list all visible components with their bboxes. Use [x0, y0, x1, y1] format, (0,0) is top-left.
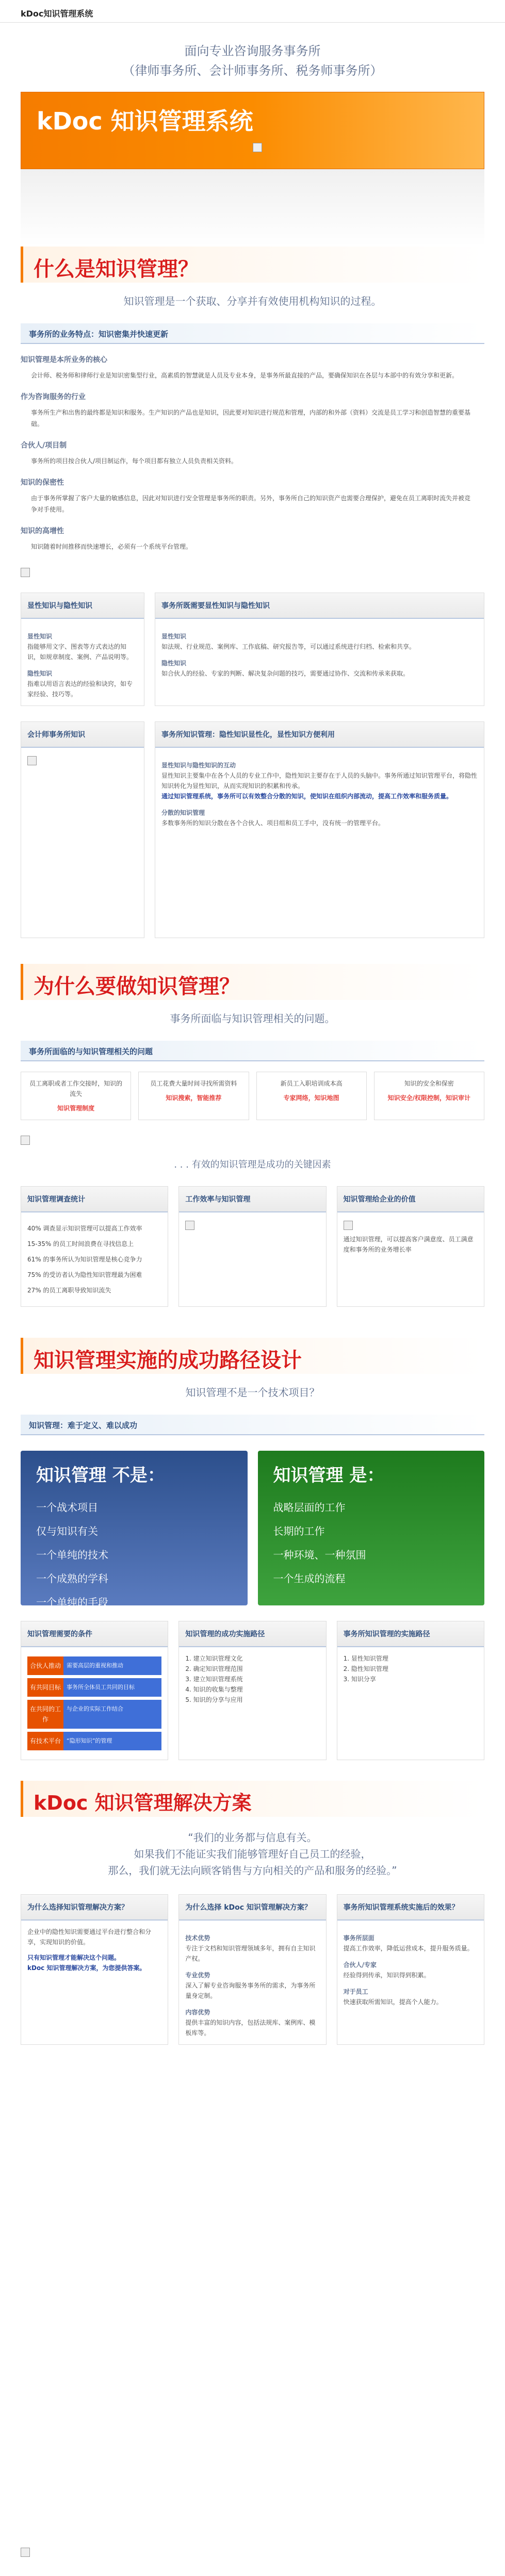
- firm-needs-body: [155, 619, 484, 685]
- explicit-text: 指能够用文字、图表等方式表达的知识，如规章制度、案例、产品说明等。: [27, 643, 133, 661]
- firm-path-item: 2. 隐性知识管理: [343, 1665, 388, 1672]
- efficiency-card: [178, 1186, 326, 1307]
- site-title[interactable]: kDoc知识管理系统: [21, 9, 93, 19]
- condition-desc: 事务所全体员工共同的目标: [63, 1678, 161, 1697]
- km-is-not-item: 一个单纯的手段: [36, 1596, 108, 1609]
- firm-path-item: 3. 知识分享: [343, 1676, 376, 1683]
- key-factor-quote: . . . 有效的知识管理是成功的关键因素: [174, 1159, 331, 1170]
- feature-item-heading: 知识管理是本所业务的核心: [21, 356, 107, 364]
- section-kdoc-solution: [21, 1781, 484, 1817]
- effect-text: 经验得到传承，知识得到积累。: [343, 1972, 430, 1979]
- image-icon: [21, 2548, 30, 2557]
- firm-path-head: 事务所知识管理的实施路径: [337, 1621, 484, 1647]
- section-why-km: [21, 964, 484, 1000]
- success-path-head: 知识管理的成功实施路径: [179, 1621, 325, 1647]
- success-path-item: 1. 建立知识管理文化: [185, 1655, 243, 1662]
- problem-text: 员工花费大量时间寻找所需资料: [150, 1080, 237, 1087]
- explicit-heading: 显性知识: [27, 633, 53, 640]
- tacit-text: 指难以用语言表达的经验和诀窍，如专家经验、技巧等。: [27, 680, 133, 698]
- image-icon: [344, 1221, 353, 1230]
- feature-item-text: 事务所的项目按合伙人/项目制运作，每个项目都有独立人员负责相关资料。: [31, 457, 238, 465]
- km-is-not-item: 一个成熟的学科: [36, 1572, 108, 1585]
- header-line2: （律师事务所、会计师事务所、税务师事务所）: [122, 63, 383, 78]
- why-solution-card: [21, 1894, 168, 2045]
- value-text: 通过知识管理，可以提高客户满意度、员工满意度和事务所的业务增长率: [343, 1236, 474, 1253]
- firm-needs-card: [155, 593, 484, 706]
- km-is-not-item: 一个战术项目: [36, 1501, 98, 1514]
- knowledge-types-body: [21, 619, 144, 705]
- business-feature-bar: 事务所的业务特点：知识密集并快速更新: [21, 323, 484, 344]
- km-tacit-explicit-head: 事务所知识管理：隐性知识显性化，显性知识方便利用: [155, 722, 484, 748]
- problems-row: [21, 1072, 484, 1120]
- section-what-is-km: [21, 247, 484, 283]
- survey-body: [21, 1212, 168, 1306]
- feature-item-text: 知识随着时间推移而快速增长，必须有一个系统平台管理。: [31, 543, 192, 550]
- problem-cell: [21, 1072, 131, 1120]
- value-body: [337, 1212, 484, 1261]
- problem-solution: 专家网络，知识地图: [283, 1094, 339, 1102]
- banner: [21, 92, 484, 169]
- feature-item-heading: 知识的保密性: [21, 479, 64, 487]
- why-kdoc-head: 为什么选择 kDoc 知识管理解决方案？: [179, 1895, 325, 1921]
- effect-heading: 事务所层面: [343, 1934, 374, 1942]
- problem-solution: 知识安全/权限控制，知识审计: [387, 1094, 471, 1102]
- survey-item: 15-35% 的员工时间浪费在寻找信息上: [27, 1240, 134, 1248]
- why-solution-highlight: 只有知识管理才能解决这个问题。: [27, 1954, 121, 1961]
- kdoc-quote-line: “我们的业务都与信息有关。: [188, 1831, 317, 1844]
- accounting-knowledge-card: [21, 721, 144, 938]
- value-head: 知识管理给企业的价值: [337, 1187, 484, 1212]
- why-solution-body: [21, 1921, 168, 1979]
- highlight-text: 通过知识管理系统，事务所可以有效整合分散的知识，使知识在组织内部流动，提高工作效率和服务质量。: [161, 793, 453, 800]
- feature-list: [0, 354, 505, 552]
- km-is-item: 一种环境、一种氛围: [273, 1549, 366, 1561]
- section-success-path-subtitle: 知识管理不是一个技术项目？: [185, 1386, 320, 1399]
- effect-heading: 合伙人/专家: [343, 1961, 377, 1968]
- section-why-km-subtitle: 事务所面临与知识管理相关的问题。: [170, 1012, 335, 1025]
- success-path-body: [179, 1647, 325, 1711]
- conditions-head: 知识管理需要的条件: [21, 1621, 168, 1647]
- effect-heading: 对于员工: [343, 1988, 368, 1995]
- survey-item: 61% 的事务所认为知识管理是核心竞争力: [27, 1256, 142, 1263]
- km-is-item: 一个生成的流程: [273, 1572, 346, 1585]
- firm-needs-head: 事务所既需要显性知识与隐性知识: [155, 593, 484, 619]
- section-success-path-title: 知识管理实施的成功路径设计: [34, 1349, 302, 1372]
- km-is-not-box: [21, 1451, 248, 1609]
- why-kdoc-text: 专注于文档和知识管理领域多年，拥有自主知识产权。: [185, 1945, 316, 1962]
- problem-cell: [138, 1072, 249, 1120]
- problem-cell: [374, 1072, 484, 1120]
- problems-bar: 事务所面临的与知识管理相关的问题: [21, 1041, 484, 1061]
- image-icon: [253, 143, 262, 152]
- knowledge-types-row: [21, 593, 484, 706]
- survey-head: 知识管理调查统计: [21, 1187, 168, 1212]
- is-not-row: [21, 1451, 484, 1609]
- efficiency-head: 工作效率与知识管理: [179, 1187, 325, 1212]
- why-solution-text: 企业中的隐性知识需要通过平台进行整合和分享，实现知识的价值。: [27, 1928, 152, 1946]
- km-is-not-heading: 知识管理 不是：: [36, 1465, 165, 1486]
- km-is-item: 战略层面的工作: [273, 1501, 346, 1514]
- firm-path-body: [337, 1647, 484, 1691]
- kdoc-quote: [0, 1829, 505, 1879]
- survey-card: [21, 1186, 168, 1307]
- survey-item: 27% 的员工离职导致知识流失: [27, 1287, 111, 1294]
- stats-row: [21, 1186, 484, 1307]
- scattered-heading: 分散的知识管理: [161, 809, 205, 816]
- section-what-is-km-title: 什么是知识管理？: [34, 257, 199, 281]
- condition-row: [27, 1656, 161, 1675]
- problem-text: 新员工入职培训成本高: [280, 1080, 343, 1087]
- feature-item-text: 事务所生产和出售的最终都是知识和服务。生产知识的产品也是知识，因此要对知识进行规范和管理，内部的和外部（资料）交流是员工学习和创造智慧的重要基础。: [31, 409, 471, 428]
- km-is-not-item: 仅与知识有关: [36, 1525, 98, 1537]
- condition-label: 有技术平台: [27, 1732, 63, 1750]
- condition-row: [27, 1732, 161, 1750]
- firm-path-card: [337, 1621, 484, 1760]
- km-is-heading: 知识管理 是：: [273, 1465, 385, 1486]
- firm-tacit-heading: 隐性知识: [161, 660, 187, 667]
- effect-head: 事务所知识管理系统实施后的效果？: [337, 1895, 484, 1921]
- success-path-card: [178, 1621, 326, 1760]
- value-card: [337, 1186, 484, 1307]
- condition-desc: 与企业的实际工作结合: [63, 1700, 161, 1729]
- condition-row: [27, 1678, 161, 1697]
- success-path-item: 3. 建立知识管理系统: [185, 1676, 243, 1683]
- condition-label: 在共同的工作: [27, 1700, 63, 1729]
- success-path-item: 2. 确定知识管理范围: [185, 1665, 243, 1672]
- km-tacit-explicit-body: [155, 748, 484, 834]
- why-kdoc-text: 提供丰富的知识内容，包括法规库、案例库、模板库等。: [185, 2019, 316, 2037]
- image-icon: [185, 1221, 194, 1230]
- survey-item: 75% 的受访者认为隐性知识管理最为困难: [27, 1271, 142, 1278]
- effect-body: [337, 1921, 484, 2013]
- why-solution-head: 为什么选择知识管理解决方案？: [21, 1895, 168, 1921]
- effect-text: 快速获取所需知识，提高个人能力。: [343, 1998, 443, 2006]
- effect-card: [337, 1894, 484, 2045]
- firm-tacit-text: 如合伙人的经验、专家的判断、解决复杂问题的技巧，需要通过协作、交流和传承来获取。: [161, 670, 410, 677]
- section-what-is-km-subtitle: 知识管理是一个获取、分享并有效使用机构知识的过程。: [123, 295, 382, 307]
- hard-to-define-bar: 知识管理：难于定义、难以成功: [21, 1415, 484, 1435]
- tacit-heading: 隐性知识: [27, 670, 53, 677]
- why-solution-highlight2: kDoc 知识管理解决方案，为您提供答案。: [27, 1964, 146, 1972]
- interaction-text: 显性知识主要集中在各个人员的专业工作中，隐性知识主要存在于人员的头脑中。事务所通过知识管理平台，将隐性知识转化为显性知识，从而实现知识的积累和传承。: [161, 772, 478, 790]
- km-is-box: [258, 1451, 485, 1605]
- banner-title: kDoc 知识管理系统: [37, 107, 253, 135]
- kdoc-quote-line: 如果我们不能证实我们能够管理好自己员工的经验，: [134, 1848, 371, 1860]
- why-kdoc-heading: 技术优势: [185, 1934, 210, 1942]
- knowledge-types-card: [21, 593, 144, 706]
- problem-text: 知识的安全和保密: [404, 1080, 454, 1087]
- condition-label: 有共同目标: [27, 1678, 63, 1697]
- path-row: [21, 1621, 484, 1760]
- accounting-knowledge-head: 会计师事务所知识: [21, 722, 144, 748]
- condition-desc: “隐形知识”的管理: [63, 1732, 161, 1750]
- problem-text: 员工离职或者工作交接时，知识的流失: [29, 1080, 123, 1097]
- condition-desc: 需要高层的重视和推动: [63, 1656, 161, 1675]
- km-is-item: 长期的工作: [273, 1525, 325, 1537]
- condition-label: 合伙人推动: [27, 1656, 63, 1675]
- feature-item-text: 由于事务所掌握了客户大量的敏感信息，因此对知识进行安全管理是事务所的职责。另外，事务所自己的知识资产也需要合理保护，避免在员工离职时流失并被竞争对手使用。: [31, 495, 471, 513]
- section-kdoc-solution-title: kDoc 知识管理解决方案: [34, 1792, 252, 1814]
- top-bar: [0, 0, 505, 23]
- problem-cell: [256, 1072, 367, 1120]
- firm-explicit-heading: 显性知识: [161, 633, 187, 640]
- image-icon: [21, 1136, 30, 1145]
- problem-solution: 知识搜索，智能推荐: [166, 1094, 222, 1102]
- solution-row: [21, 1894, 484, 2045]
- firm-path-item: 1. 显性知识管理: [343, 1655, 388, 1662]
- feature-item-heading: 知识的高增性: [21, 527, 64, 535]
- why-kdoc-body: [179, 1921, 325, 2044]
- banner-shadow: [21, 169, 484, 247]
- image-icon: [27, 756, 37, 765]
- why-kdoc-heading: 内容优势: [185, 2009, 210, 2016]
- feature-item-heading: 合伙人/项目制: [21, 441, 67, 450]
- condition-row: [27, 1700, 161, 1729]
- why-kdoc-text: 深入了解专业咨询服务事务所的需求，为事务所量身定制。: [185, 1982, 316, 1999]
- firm-explicit-text: 如法规、行业规范、案例库、工作底稿、研究报告等，可以通过系统进行归档、检索和共享。: [161, 643, 416, 650]
- conditions-card: [21, 1621, 168, 1760]
- header-line1: 面向专业咨询服务事务所: [184, 44, 321, 58]
- survey-item: 40% 调查显示知识管理可以提高工作效率: [27, 1225, 142, 1232]
- scattered-text: 多数事务所的知识分散在各个合伙人、项目组和员工手中，没有统一的管理平台。: [161, 819, 385, 827]
- why-kdoc-card: [178, 1894, 326, 2045]
- section-why-km-title: 为什么要做知识管理？: [34, 975, 240, 998]
- success-path-item: 5. 知识的分享与应用: [185, 1696, 243, 1703]
- problem-solution: 知识管理制度: [57, 1105, 95, 1112]
- accounting-knowledge-row: [21, 721, 484, 938]
- feature-item-heading: 作为咨询服务的行业: [21, 393, 86, 401]
- km-tacit-explicit-card: [155, 721, 484, 938]
- knowledge-types-head: 显性知识与隐性知识: [21, 593, 144, 619]
- kdoc-quote-line: 那么，我们就无法向顾客销售与方向相关的产品和服务的经验。”: [108, 1864, 397, 1877]
- interaction-heading: 显性知识与隐性知识的互动: [161, 762, 236, 769]
- km-is-not-item: 一个单纯的技术: [36, 1549, 108, 1561]
- header-subtitle: [0, 41, 505, 80]
- effect-text: 提高工作效率，降低运营成本，提升服务质量。: [343, 1945, 474, 1952]
- image-icon: [21, 568, 30, 577]
- why-kdoc-heading: 专业优势: [185, 1972, 210, 1979]
- success-path-item: 4. 知识的收集与整理: [185, 1686, 243, 1693]
- section-success-path: [21, 1338, 484, 1374]
- feature-item-text: 会计师、税务师和律师行业是知识密集型行业，高素质的智慧就是人员及专业本身，是事务所最直接的产品，要确保知识在各层与本部中的有效分享和更新。: [31, 372, 459, 379]
